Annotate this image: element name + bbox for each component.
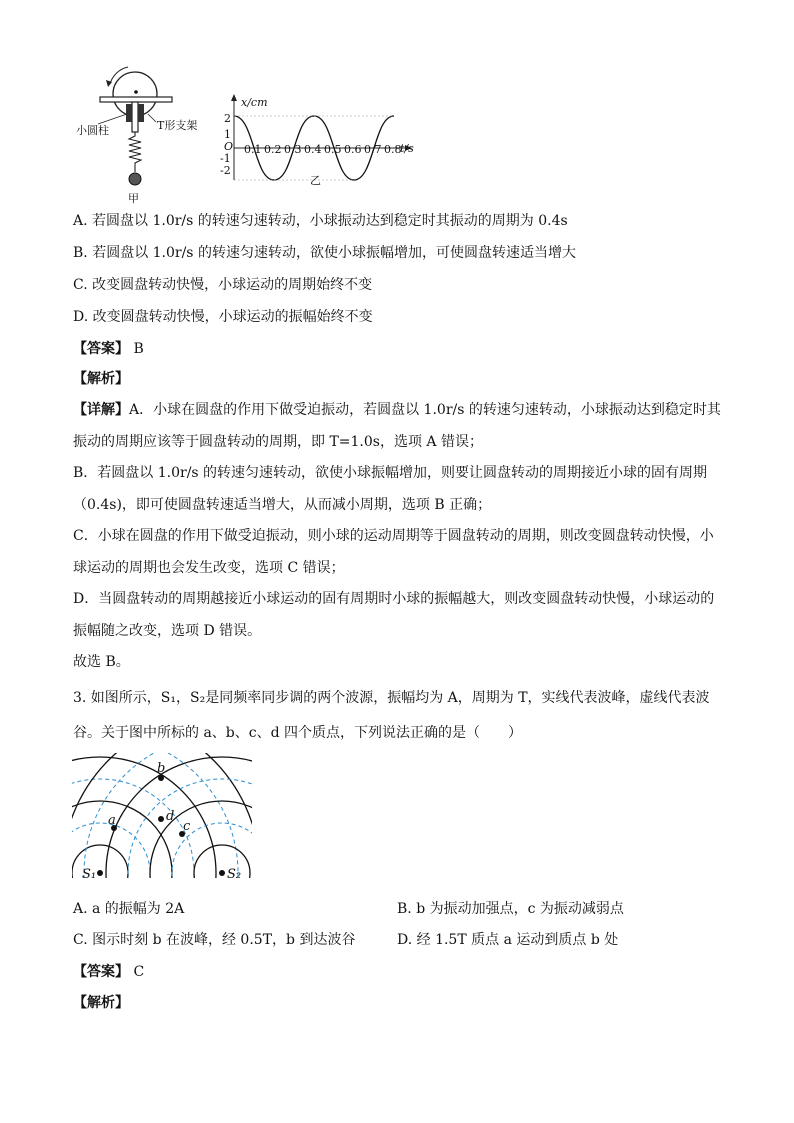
q3-answer-value: C: [133, 964, 145, 980]
q2-answer-tag: 【答案】: [73, 341, 129, 357]
q3-option-b: B. b 为振动加强点，c 为振动减弱点: [397, 901, 624, 917]
q3-answer-tag: 【答案】: [73, 964, 129, 980]
q2-explanation-5: C．小球在圆盘的作用下做受迫振动，则小球的运动周期等于圆盘转动的周期，则改变圆盘转动快慢，小: [73, 528, 714, 544]
q3-option-a: A. a 的振幅为 2A: [73, 901, 185, 917]
q2-option-d: D. 改变圆盘转动快慢，小球运动的振幅始终不变: [73, 309, 373, 325]
disc-center-dot: [134, 90, 138, 94]
label-s1: S₁: [82, 867, 97, 882]
rotation-arrow-icon: [110, 67, 128, 84]
q3-option-d: D. 经 1.5T 质点 a 运动到质点 b 处: [397, 932, 619, 948]
s1-crest: [72, 845, 128, 888]
graph-xtick-0.3: 0.3: [284, 143, 302, 156]
q2-explanation-8: 振幅随之改变，选项 D 错误。: [73, 623, 262, 639]
q3-option-c: C. 图示时刻 b 在波峰，经 0.5T，b 到达波谷: [73, 932, 356, 948]
t-bracket-stem: [132, 102, 138, 132]
q2-explanation-7: D．当圆盘转动的周期越接近小球运动的固有周期时小球的振幅越大，则改变圆盘转动快慢，小球运动的: [73, 591, 715, 607]
label-jia: 甲: [128, 192, 139, 205]
label-d: d: [166, 809, 175, 824]
label-t-bracket: T形支架: [157, 119, 198, 132]
point-d-dot: [158, 816, 164, 822]
s2-crest: [194, 845, 250, 888]
q3-stem-line1: 3. 如图所示，S₁，S₂是同频率同步调的两个波源，振幅均为 A，周期为 T，实线代表波峰，虚线代表波: [73, 690, 710, 706]
q2-explanation-2: 振动的周期应该等于圆盘转动的周期，即 T=1.0s，选项 A 错误；: [73, 434, 483, 450]
graph-ytick-m2: -2: [220, 164, 231, 177]
q2-conclusion: 故选 B。: [73, 654, 130, 670]
q2-option-b: B. 若圆盘以 1.0r/s 的转速匀速转动，欲使小球振幅增加，可使圆盘转速适当增大: [73, 245, 576, 261]
graph-xtick-0.7: 0.7: [364, 143, 382, 156]
graph-xtick-0.6: 0.6: [344, 143, 362, 156]
q3-analysis-tag: 【解析】: [73, 995, 129, 1011]
q2-detail-tag: 【详解】: [73, 402, 129, 418]
label-s2: S₂: [227, 867, 242, 882]
small-cylinder: [126, 104, 132, 122]
source-s2-dot: [219, 870, 225, 876]
q2-explanation-4: （0.4s)，即可使圆盘转速适当增大，从而减小周期，选项 B 正确；: [73, 497, 492, 513]
graph-xtick-0.8: 0.8: [384, 143, 402, 156]
label-a: a: [108, 813, 116, 828]
q2-explanation-1: 【详解】A．小球在圆盘的作用下做受迫振动，若圆盘以 1.0r/s 的转速匀速转动，小球振动达到稳定时其: [73, 402, 721, 418]
label-small-cylinder: 小圆柱: [76, 124, 109, 137]
graph-ytick-2: 2: [224, 112, 231, 125]
q2-answer-value: B: [133, 341, 144, 357]
q2-answer: [73, 340, 144, 358]
label-yi: 乙: [310, 174, 321, 187]
q2-option-c: C. 改变圆盘转动快慢，小球运动的周期始终不变: [73, 277, 373, 293]
q2-explanation-3: B．若圆盘以 1.0r/s 的转速匀速转动，欲使小球振幅增加，则要让圆盘转动的周期接近小球的固有周期: [73, 465, 708, 481]
graph-origin: O: [224, 140, 234, 153]
graph-ytick-m1: -1: [220, 152, 231, 165]
q2-explanation-6: 球运动的周期也会发生改变，选项 C 错误；: [73, 560, 345, 576]
q2-option-a: A. 若圆盘以 1.0r/s 的转速匀速转动，小球振动达到稳定时其振动的周期为 0.4s: [73, 213, 568, 229]
graph-y-label: x/cm: [241, 96, 268, 109]
q3-stem-line2: 谷。关于图中所标的 a、b、c、d 四个质点，下列说法正确的是（ ）: [73, 725, 523, 741]
source-s1-dot: [97, 870, 103, 876]
t-bracket-top: [100, 97, 172, 102]
graph-xtick-0.2: 0.2: [264, 143, 282, 156]
q2-analysis-tag: 【解析】: [73, 371, 129, 387]
graph-xtick-0.1: 0.1: [244, 143, 262, 156]
label-b: b: [157, 761, 166, 776]
label-c: c: [183, 819, 191, 834]
pointer-line-right: [148, 114, 156, 122]
ball: [129, 173, 141, 185]
graph-ytick-1: 1: [224, 128, 231, 141]
graph-x-label: t/s: [400, 142, 414, 155]
graph-xtick-0.4: 0.4: [304, 143, 322, 156]
graph-xtick-0.5: 0.5: [324, 143, 342, 156]
spring: [129, 132, 141, 172]
q3-answer: [73, 963, 144, 981]
